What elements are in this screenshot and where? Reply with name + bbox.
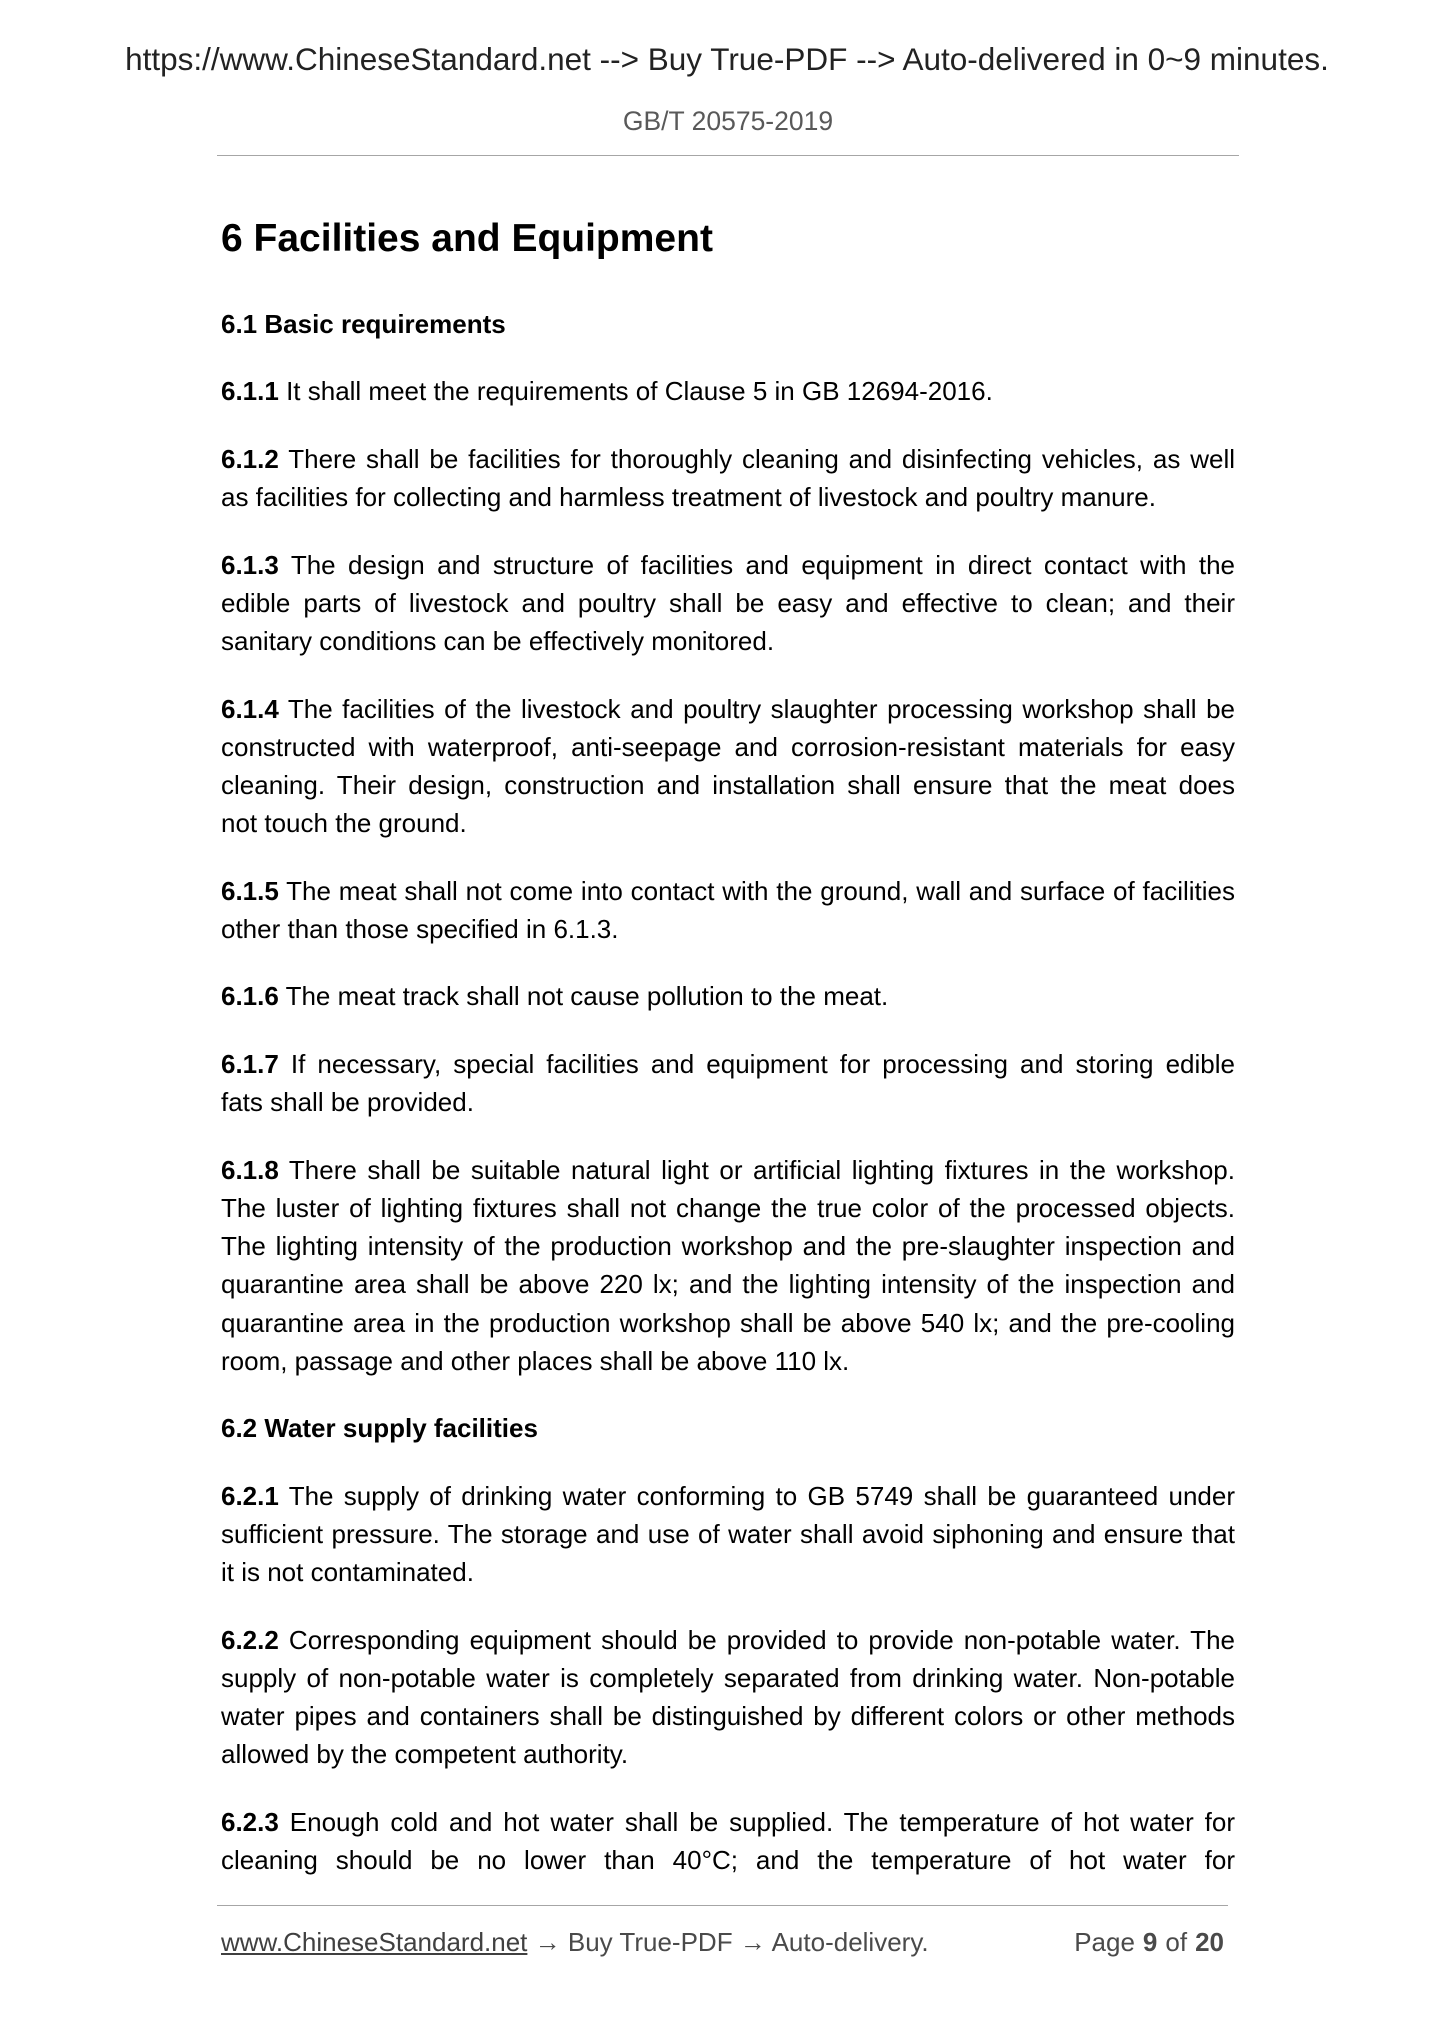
clause-6-2-2 (221, 1621, 1235, 1774)
clause-number: 6.1.8 (221, 1154, 279, 1185)
clause-number: 6.1.2 (221, 443, 279, 474)
clause-line (221, 1477, 1235, 1515)
clause-6-1-4 (221, 690, 1235, 843)
clause-line: room, passage and other places shall be above 110 lx. (221, 1345, 850, 1376)
clause-line (221, 1803, 1235, 1841)
clause-line (221, 872, 1235, 910)
clause-line: as facilities for collecting and harmless treatment of livestock and poultry manure. (221, 482, 1156, 513)
clause-line: edible parts of livestock and poultry shall be easy and effective to clean; and their (221, 587, 1235, 618)
section-heading-6-2 (221, 1409, 1235, 1447)
clause-6-1-2 (221, 440, 1235, 517)
footer-divider (217, 1905, 1228, 1906)
clause-line (221, 440, 1235, 478)
document-body (221, 305, 1235, 1879)
website-link[interactable]: www.ChineseStandard.net (221, 1927, 528, 1957)
clause-number: 6.2.2 (221, 1624, 279, 1655)
clause-text: The facilities of the livestock and poultry slaughter processing workshop shall be (287, 693, 1235, 724)
section-heading-6-1 (221, 305, 1235, 343)
clause-line: supply of non-potable water is completely separated from drinking water. Non-potable (221, 1662, 1235, 1693)
clause-line: allowed by the competent authority. (221, 1739, 629, 1770)
chapter-title: 6 Facilities and Equipment (221, 217, 713, 260)
clause-text: If necessary, special facilities and equipment for processing and storing edible (290, 1048, 1235, 1079)
clause-number: 6.1.5 (221, 875, 279, 906)
promo-banner: https://www.ChineseStandard.net --> Buy True-PDF --> Auto-delivered in 0~9 minutes. (125, 41, 1329, 77)
clause-line (221, 690, 1235, 728)
clause-number: 6.1.6 (221, 981, 279, 1012)
clause-6-2-1 (221, 1477, 1235, 1592)
clause-line (221, 372, 1235, 410)
clause-text: The meat track shall not cause pollution to the meat. (285, 981, 889, 1012)
clause-text: The supply of drinking water conforming to GB 5749 shall be guaranteed under (288, 1480, 1235, 1511)
clause-6-1-3 (221, 546, 1235, 661)
page-total: 20 (1195, 1927, 1224, 1957)
clause-line (221, 1045, 1235, 1083)
page-number: 9 (1142, 1927, 1158, 1957)
clause-6-1-7 (221, 1045, 1235, 1122)
clause-line: cleaning should be no lower than 40°C; and the temperature of hot water for (221, 1845, 1235, 1875)
of-label: of (1165, 1927, 1188, 1957)
clause-line: sufficient pressure. The storage and use of water shall avoid siphoning and ensure that (221, 1518, 1235, 1549)
clause-text: There shall be suitable natural light or artificial lighting fixtures in the workshop. (288, 1154, 1235, 1185)
clause-line (221, 977, 1235, 1015)
clause-text: Enough cold and hot water shall be supplied. The temperature of hot water for (289, 1806, 1235, 1837)
clause-number: 6.1.7 (221, 1048, 279, 1079)
clause-number: 6.1.4 (221, 693, 279, 724)
clause-line: fats shall be provided. (221, 1087, 474, 1118)
clause-line (221, 1151, 1235, 1189)
section-heading: 6.2 Water supply facilities (221, 1413, 538, 1444)
clause-number: 6.1.1 (221, 376, 279, 407)
clause-text: Corresponding equipment should be provided to provide non-potable water. The (288, 1624, 1235, 1655)
clause-line: The luster of lighting fixtures shall not change the true color of the processed objects. (221, 1192, 1235, 1223)
clause-line: cleaning. Their design, construction and installation shall ensure that the meat does (221, 770, 1235, 800)
clause-6-1-8 (221, 1151, 1235, 1381)
clause-line (221, 1621, 1235, 1659)
clause-line: other than those specified in 6.1.3. (221, 913, 619, 944)
page-indicator (1074, 1926, 1224, 1958)
clause-6-1-5 (221, 872, 1235, 949)
clause-6-2-3 (221, 1803, 1235, 1880)
footer-tagline: → Buy True-PDF → Auto-delivery. (534, 1927, 929, 1957)
clause-line: water pipes and containers shall be distinguished by different colors or other methods (221, 1701, 1235, 1732)
clause-line: sanitary conditions can be effectively monitored. (221, 626, 775, 657)
clause-line: The lighting intensity of the production workshop and the pre-slaughter inspection and (221, 1231, 1235, 1261)
clause-line (221, 546, 1235, 584)
clause-text: It shall meet the requirements of Clause 5 in GB 12694-2016. (286, 376, 993, 407)
clause-6-1-6 (221, 977, 1235, 1015)
clause-line: quarantine area in the production workshop shall be above 540 lx; and the pre-cooling (221, 1307, 1235, 1338)
page-footer (221, 1926, 1224, 1958)
clause-number: 6.2.1 (221, 1480, 279, 1511)
clause-line: constructed with waterproof, anti-seepage and corrosion-resistant materials for easy (221, 731, 1235, 762)
clause-line: not touch the ground. (221, 808, 467, 839)
clause-6-1-1 (221, 372, 1235, 410)
clause-text: There shall be facilities for thoroughly cleaning and disinfecting vehicles, as well (288, 443, 1235, 474)
clause-text: The design and structure of facilities and equipment in direct contact with the (290, 549, 1235, 580)
page-label: Page (1074, 1927, 1135, 1957)
clause-line: it is not contaminated. (221, 1557, 474, 1588)
clause-line: quarantine area shall be above 220 lx; and the lighting intensity of the inspection and (221, 1269, 1235, 1300)
clause-number: 6.1.3 (221, 549, 279, 580)
document-code: GB/T 20575-2019 (622, 106, 834, 136)
clause-number: 6.2.3 (221, 1806, 279, 1837)
clause-text: The meat shall not come into contact with the ground, wall and surface of facilities (286, 875, 1235, 906)
section-heading: 6.1 Basic requirements (221, 309, 506, 339)
header-divider (217, 155, 1239, 156)
